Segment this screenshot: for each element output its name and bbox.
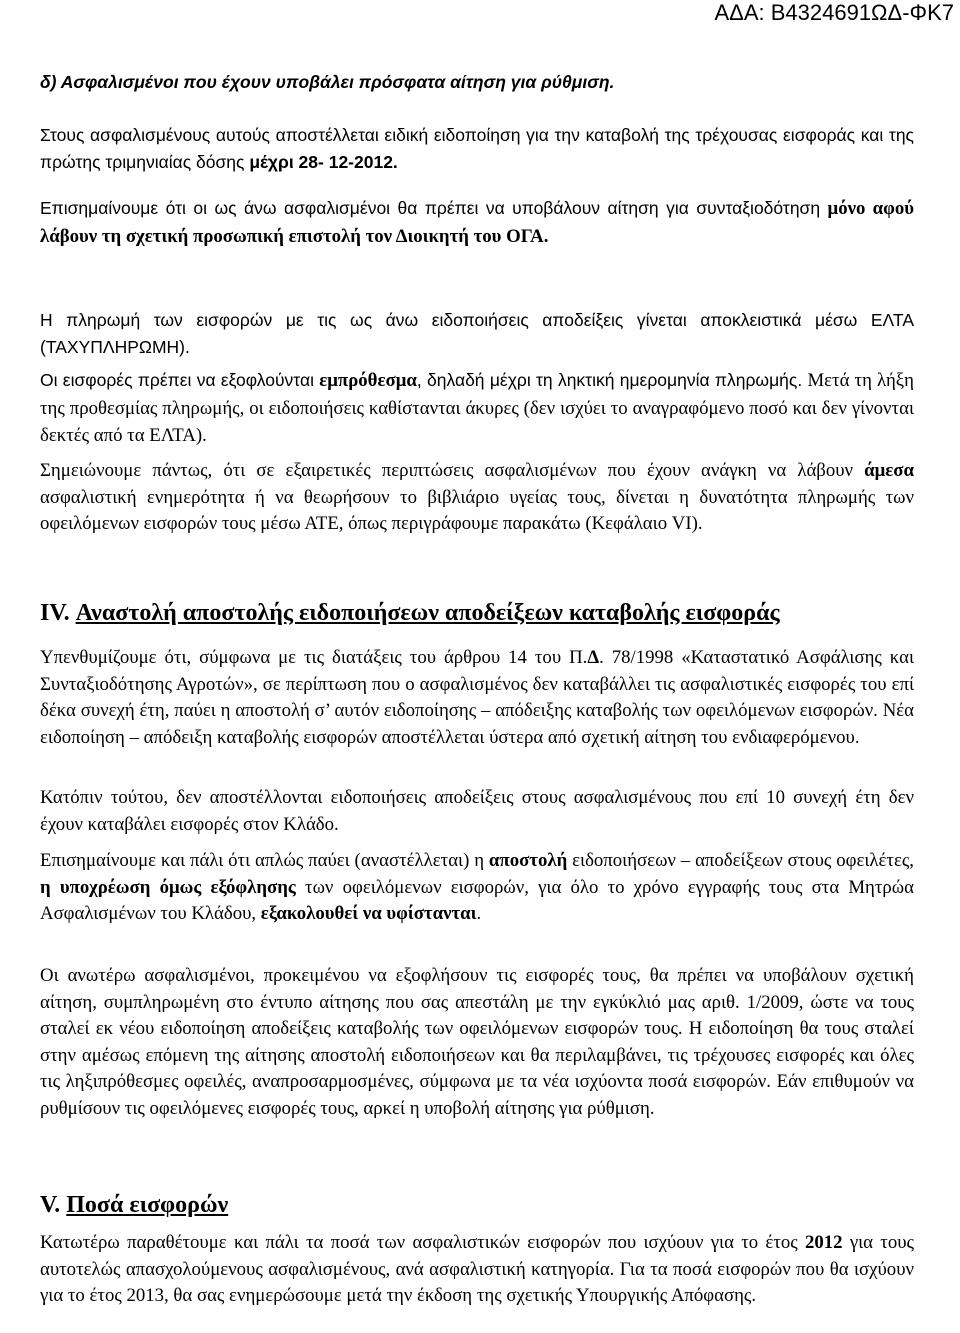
text-run: Επισημαίνουμε και πάλι ότι απλώς παύει (αναστέλλεται) η (40, 850, 489, 871)
text-run: Οι εισφορές πρέπει να εξοφλούνται (40, 370, 320, 390)
section-d-paragraph-3: Η πληρωμή των εισφορών με τις ως άνω ειδοποιήσεις αποδείξεις γίνεται αποκλειστικά μέσω ΕΛΤΑ (ΤΑΧΥΠΛΗΡΩΜΗ). (40, 310, 914, 357)
text-run: των οφειλόμενων εισφορών, για όλο το χρόνο εγγραφής τους στα Μητρώα Ασφαλισμένων του Κλάδου, (40, 876, 914, 924)
emphasis-text: αποστολή (488, 850, 568, 871)
year-value: 2012 (804, 1232, 843, 1253)
section-v-paragraph-1 (40, 1230, 914, 1310)
text-run: Η ειδοποίηση θα τους σταλεί στην αμέσως επόμενη της αίτησης αποστολή ειδοποιήσεων και θα περιλαμβάνει, τις τρέχουσες εισφορές και όλες τις ληξιπρόθεσμες οφειλές, αναπροσαρμοσμένες, σύμφωνα με τα νέα ισχύοντα ποσά εισφορών. (40, 1018, 914, 1092)
section-d-heading: δ) Ασφαλισμένοι που έχουν υποβάλει πρόσφατα αίτηση για ρύθμιση. (40, 72, 615, 92)
emphasis-text: εξακολουθεί να υφίστανται (260, 903, 477, 924)
text-run: Οι ανωτέρω ασφαλισμένοι, προκειμένου να εξοφλήσουν τις εισφορές τους, θα πρέπει να υποβάλουν σχετική αίτηση, συμπληρωμένη στο έντυπο αίτησης που σας απεστάλη με την εγκύκλιό μας αριθ. 1/2009, ώστε να τους σταλεί εκ νέου ειδοποίηση αποδείξεις καταβολής των οφειλόμενων εισφορών τους. (40, 965, 914, 1039)
section-d-paragraph-5 (40, 458, 914, 538)
text-run: . 78/1998 «Καταστατικό Ασφάλισης και Συνταξιοδότησης Αγροτών», σε περίπτωση που ο ασφαλισμένος δεν καταβάλλει τις ασφαλιστικές εισφορές του επί δέκα συνεχή έτη, παύει η αποστολή σ’ αυτόν ειδοποίησης – απόδειξης καταβολής των οφειλόμενων εισφορών. (40, 647, 914, 721)
section-iv-paragraph-4 (40, 963, 914, 1122)
text-run: Νέα ειδοποίηση – απόδειξη καταβολής εισφορών αποστέλλεται ύστερα από σχετική αίτηση του ενδιαφερόμενου. (40, 700, 914, 748)
section-title: Αναστολή αποστολής ειδοποιήσεων αποδείξεων καταβολής εισφοράς (75, 600, 780, 626)
ada-code: ΑΔΑ: Β4324691ΩΔ-ΦΚ7 (714, 0, 954, 25)
text-run: ασφαλιστική ενημερότητα ή να θεωρήσουν το βιβλιάριο υγείας τους, δίνεται η δυνατότητα πληρωμής των οφειλόμενων εισφορών τους μέσω ΑΤΕ, όπως περιγράφουμε παρακάτω (Κεφάλαιο VI). (40, 486, 914, 534)
text-run: Δ (587, 647, 600, 668)
emphasis-text: η υποχρέωση όμως εξόφλησης (40, 876, 296, 898)
section-title: Ποσά εισφορών (66, 1192, 229, 1218)
section-number: IV. (40, 600, 70, 626)
section-v-heading (40, 1190, 228, 1220)
text-run: Μετά τη λήξη της προθεσμίας πληρωμής, οι ειδοποιήσεις καθίστανται άκυρες (δεν ισχύει το αναγραφόμενο ποσό και δεν γίνονται δεκτές από τα ΕΛΤΑ). (40, 370, 914, 446)
text-run: Σημειώνουμε πάντως, ότι σε εξαιρετικές περιπτώσεις ασφαλισμένων που έχουν ανάγκη να λάβουν (40, 460, 865, 481)
section-iv-paragraph-1 (40, 645, 914, 751)
text-run: Κατωτέρω παραθέτουμε και πάλι τα ποσά των ασφαλιστικών εισφορών που ισχύουν για το έτος (40, 1232, 805, 1253)
text-run: , δηλαδή μέχρι τη ληκτική ημερομηνία πληρωμής. (416, 370, 808, 390)
section-d-paragraph-1 (40, 122, 914, 175)
section-iv-paragraph-3 (40, 848, 914, 928)
deadline-date: μέχρι 28- 12-2012. (249, 151, 398, 172)
section-d-paragraph-4 (40, 367, 914, 450)
text-run: για τους αυτοτελώς απασχολούμενους ασφαλισμένους, ανά ασφαλιστική κατηγορία. (40, 1232, 914, 1280)
emphasis-text: άμεσα (864, 460, 914, 481)
section-iv-heading (40, 598, 780, 628)
text-run: Στους ασφαλισμένους αυτούς αποστέλλεται ειδική ειδοποίηση για την καταβολή της τρέχουσας εισφοράς και της πρώτης τριμηνιαίας δόσης (40, 125, 914, 172)
emphasis-text: εμπρόθεσμα (319, 370, 417, 391)
text-run: . (476, 903, 482, 924)
text-run: Εάν επιθυμούν να ρυθμίσουν τις οφειλόμενες εισφορές τους, αρκεί η υποβολή αίτησης για ρύθμιση. (40, 1071, 915, 1119)
section-d-paragraph-2 (40, 195, 914, 250)
text-run: Υπενθυμίζουμε ότι, σύμφωνα με τις διατάξεις του άρθρου 14 του Π. (40, 647, 588, 668)
text-run: Επισημαίνουμε ότι οι ως άνω ασφαλισμένοι θα πρέπει να υποβάλουν αίτηση για συνταξιοδότηση (40, 198, 828, 218)
text-run: Για τα ποσά εισφορών που θα ισχύουν για το έτος 2013, θα σας ενημερώσουμε μετά την έκδοση της σχετικής Υπουργικής Απόφασης. (40, 1258, 914, 1306)
text-run: ειδοποιήσεων – αποδείξεων στους οφειλέτες, (567, 850, 914, 871)
section-number: V. (40, 1192, 61, 1218)
emphasis-text: μόνο αφού λάβουν τη σχετική προσωπική επιστολή τον Διοικητή του ΟΓΑ. (40, 198, 914, 247)
section-iv-paragraph-2: Κατόπιν τούτου, δεν αποστέλλονται ειδοποιήσεις αποδείξεις στους ασφαλισμένους που επί 10 συνεχή έτη δεν έχουν καταβάλει εισφορές στον Κλάδο. (40, 787, 914, 835)
